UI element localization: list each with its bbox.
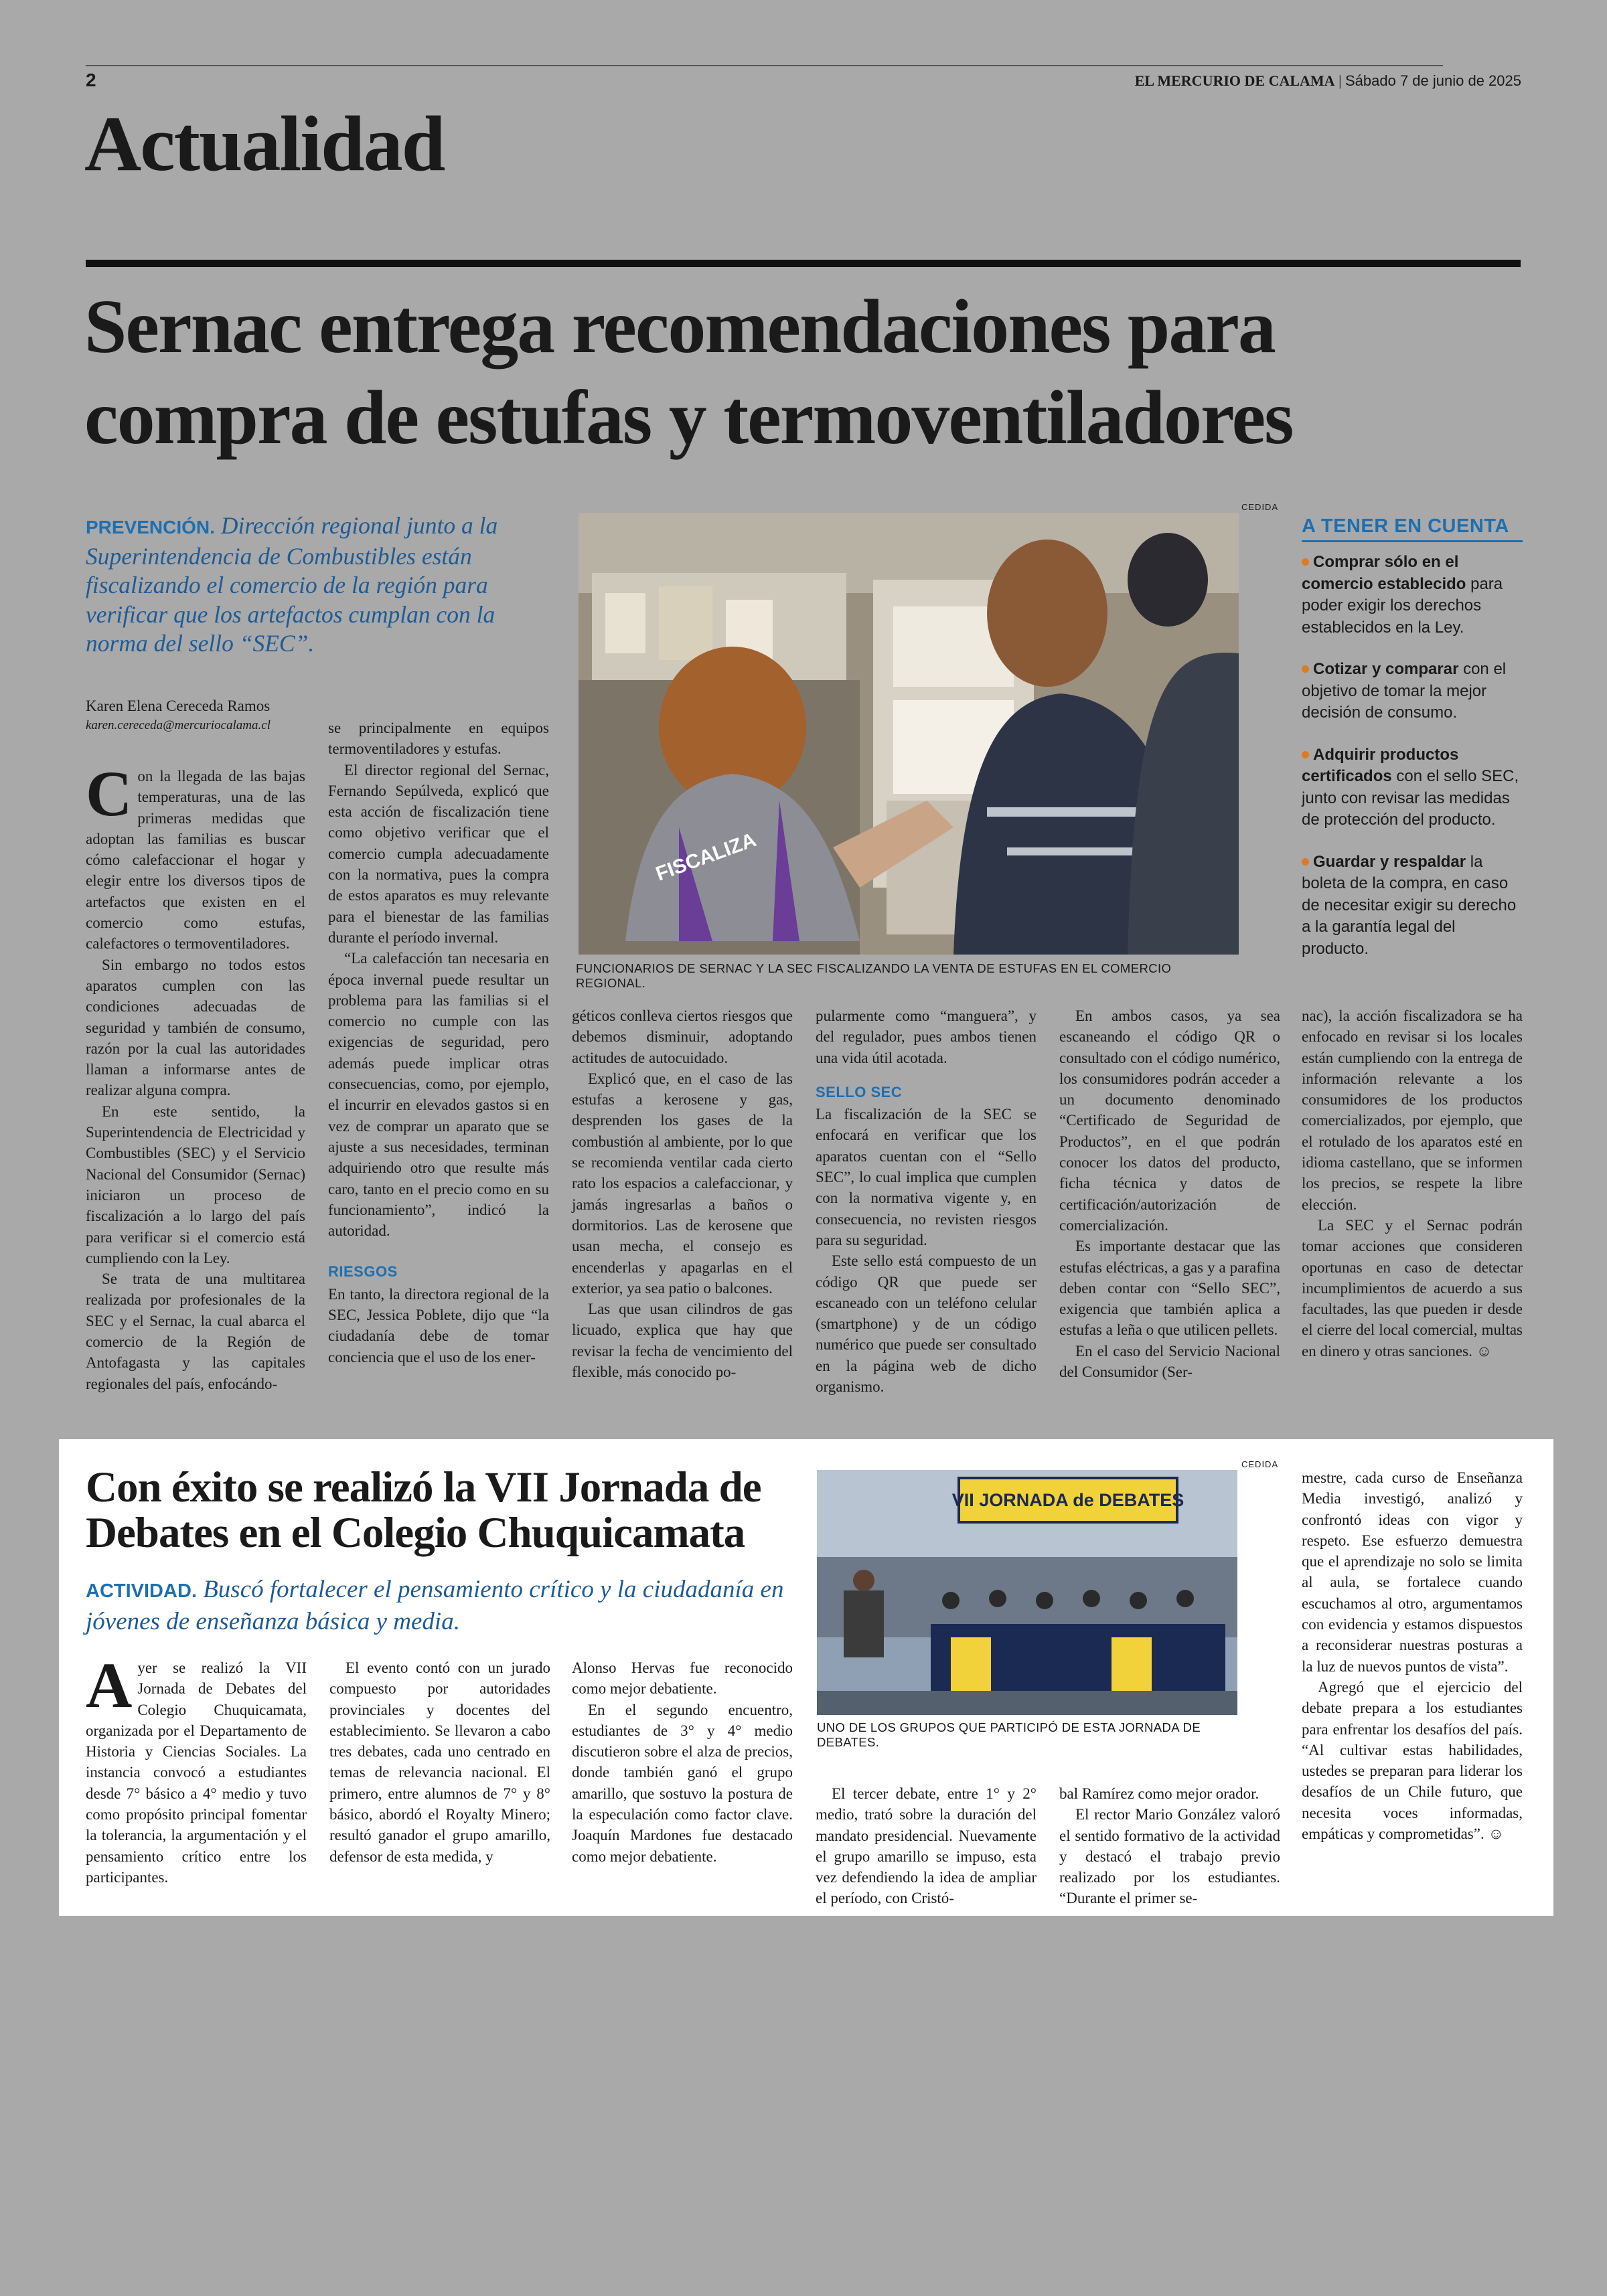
paragraph: Las que usan cilindros de gas licuado, explica que hay que revisar la fecha de vencimiento del flexible, más conocido po- — [572, 1301, 793, 1381]
paragraph: Explicó que, en el caso de las estufas a kerosene y gas, desprenden los gases de la combustión al ambiente, por lo que se recomienda ventilar cada cierto rato los espacios a calefaccionar, y jamás ingresarlas a baños o dormitorios. Las de kerosene que usan mecha, el consejo es encenderlas y apagarlas en el exterior, ya sea patio o balcones. — [572, 1070, 793, 1297]
article2-photo — [817, 1470, 1237, 1715]
lead-kicker: PREVENCIÓN. — [86, 517, 215, 538]
paragraph: géticos conlleva ciertos riesgos que debemos disminuir, adoptando actitudes de autocuidado. — [572, 1007, 793, 1066]
subhead-sello-sec: SELLO SEC — [816, 1083, 903, 1100]
article1-lead — [86, 511, 541, 659]
article2-col6 — [1302, 1467, 1523, 1844]
paragraph: El tercer debate, entre 1° y 2° medio, trató sobre la duración del mandato presidencial. Nuevamente el grupo amarillo se impuso, esta vez defendiendo la idea de ampliar el período, con Cristó- — [816, 1785, 1037, 1907]
headline-line-2: Debates en el Colegio Chuquicamata — [86, 1509, 745, 1557]
paragraph: El director regional del Sernac, Fernando Sepúlveda, explicó que esta acción de fiscalización tiene como objetivo verificar que el comercio cumpla adecuadamente con la normativa, pues la compra de estos aparatos es muy relevante para el bienestar de las familias durante el período invernal. — [328, 761, 549, 946]
subhead-riesgos: RIESGOS — [328, 1263, 398, 1281]
author-email[interactable]: karen.cereceda@mercuriocalama.cl — [86, 718, 271, 732]
page-number: 2 — [86, 70, 96, 90]
sidebar-item: Cotizar y comparar con el objetivo de tomar la mejor decisión de consumo. — [1302, 660, 1507, 722]
paragraph: En el caso del Servicio Nacional del Consumidor (Ser- — [1059, 1342, 1280, 1381]
article2-photo-caption: UNO DE LOS GRUPOS QUE PARTICIPÓ DE ESTA JORNADA DE DEBATES. — [817, 1720, 1201, 1749]
bullet-icon — [1302, 558, 1309, 566]
paragraph: mestre, cada curso de Enseñanza Media investigó, analizó y confrontó ideas con vigor y respeto. Ese esfuerzo demuestra que el aprendizaje no solo se limita al aula, se fortalece cuando escuchamos al otro, argumentamos con evidencia y estamos dispuestos a reconsiderar nuestras posturas a la luz de nuevos puntos de vista”. — [1302, 1469, 1523, 1675]
article2-lead — [86, 1574, 809, 1637]
article1-col3 — [572, 1005, 793, 1382]
paragraph: Este sello está compuesto de un código QR que puede ser escaneado con un teléfono celular (smartphone) y de un código numérico que puede ser consultado en la página web de dicho organismo. — [816, 1252, 1037, 1396]
paragraph: Se trata de una multitarea realizada por profesionales de la SEC y el Sernac, la cual abarca el comercio de la Región de Antofagasta y las capitales regionales del país, enfocándo- — [86, 1270, 305, 1392]
lead-text: Dirección regional junto a la Superintendencia de Combustibles están fiscalizando el comercio de la región para verificar que los artefactos cumplan con la norma del sello “SEC”. — [86, 512, 498, 657]
end-mark-icon: ☺ — [1488, 1825, 1504, 1843]
paragraph: En tanto, la directora regional de la SEC, Jessica Poblete, dijo que “la ciudadanía debe de tomar conciencia que el uso de los ener- — [328, 1285, 549, 1366]
article1-col1 — [86, 758, 305, 1394]
publication-date: Sábado 7 de junio de 2025 — [1345, 72, 1521, 89]
paragraph: Sin embargo no todos estos aparatos cumplen con las condiciones adecuadas de seguridad y también de consumo, razón por la cual las autoridades llaman a informarse antes de realizar alguna compra. — [86, 956, 305, 1099]
paragraph: bal Ramírez como mejor orador. — [1059, 1785, 1259, 1802]
article1-headline — [84, 281, 1544, 463]
lead-text: Buscó fortalecer el pensamiento crítico y la ciudadanía en jóvenes de enseñanza básica y media. — [86, 1576, 784, 1635]
banner-text: VII JORNADA de DEBATES — [951, 1490, 1184, 1510]
byline — [86, 696, 320, 734]
paragraph: Agregó que el ejercicio del debate prepara a los estudiantes para enfrentar los desafíos del país. “Al cultivar estas habilidades, ustedes se preparan para liderar los desafíos de un Chile futuro, que necesita voces informadas, empáticas y comprometidas”. ☺ — [1302, 1678, 1523, 1843]
end-mark-icon: ☺ — [1476, 1342, 1493, 1360]
author-name: Karen Elena Cereceda Ramos — [86, 698, 271, 714]
headline-line-1: Con éxito se realizó la VII Jornada de — [86, 1463, 761, 1511]
paragraph: nac), la acción fiscalizadora se ha enfocado en revisar si los locales están cumpliendo con la entrega de información relevante a los consumidores de los productos comercializados, por ejemplo, que el rotulado de los aparatos esté en idioma castellano, que se informen los precios, se respete la libre elección. — [1302, 1007, 1523, 1213]
paragraph: “La calefacción tan necesaria en época invernal puede resultar un problema para las familias si el comercio no cumple con las exigencias de seguridad, pero además puede implicar otras consecuencias, como, por ejemplo, el incurrir en elevados gastos si en vez de comprar un aparato que se ajuste a sus necesidades, terminan adquiriendo otro que resulte más caro, tanto en el precio como en su funcionamiento”, indicó la autoridad. — [328, 950, 549, 1240]
lead-kicker: ACTIVIDAD. — [86, 1580, 197, 1602]
article2-col2 — [329, 1657, 550, 1867]
sidebar-item: Guardar y respaldar la boleta de la compra, en caso de necesitar exigir su derecho a la garantía legal del producto. — [1302, 852, 1517, 958]
photo-debate-scene — [817, 1470, 1237, 1715]
article1-photo — [579, 513, 1239, 955]
photo-inspection-scene — [579, 513, 1239, 955]
dropcap: C — [86, 758, 133, 829]
sidebar-item: Comprar sólo en el comercio establecido para poder exigir los derechos establecidos en la Ley. — [1302, 553, 1503, 637]
header-rule — [86, 65, 1443, 66]
headline-top-rule — [86, 260, 1521, 267]
headline-line-1: Sernac entrega recomendaciones para — [84, 284, 1275, 369]
article1-col2 — [328, 718, 549, 1368]
article1-photo-caption: FUNCIONARIOS DE SERNAC Y LA SEC FISCALIZANDO LA VENTA DE ESTUFAS EN EL COMERCIO REGIONAL. — [576, 961, 1172, 990]
paragraph: En este sentido, la Superintendencia de Electricidad y Combustibles (SEC) y el Servicio Nacional del Consumidor (Sernac) iniciaron un proceso de fiscalización a lo largo del país para verificar si el comercio está cumpliendo con la Ley. — [86, 1102, 305, 1266]
section-title: Actualidad — [84, 100, 445, 187]
dropcap: A — [86, 1649, 133, 1721]
article2-col1 — [86, 1649, 307, 1888]
article2-col5 — [1059, 1783, 1280, 1909]
article1-col6 — [1302, 1005, 1523, 1362]
paragraph: on la llegada de las bajas temperaturas, una de las primeras medidas que adoptan las familias es buscar cómo calefaccionar el hogar y elegir entre los diversos tipos de artefactos que existen en el comercio como estufas, calefactores o termoventiladores. — [86, 768, 305, 953]
paragraph: El evento contó con un jurado compuesto por autoridades provinciales y docentes del establecimiento. Se llevaron a cabo tres debates, cada uno centrado en temas de relevancia nacional. El primero, entre alumnos de 7° y 8° básico, abordó el Royalty Minero; resultó ganador el grupo amarillo, defensor de esta medida, y — [329, 1659, 550, 1865]
paragraph: Es importante destacar que las estufas eléctricas, a gas y a parafina deben contar con “Sello SEC”, exigencia que también aplica a estufas a leña o que utilicen pellets. — [1059, 1238, 1280, 1339]
headline-line-2: compra de estufas y termoventiladores — [84, 375, 1293, 460]
article2-col4 — [816, 1783, 1037, 1909]
sidebar-title: A TENER EN CUENTA — [1302, 515, 1523, 542]
separator: | — [1338, 72, 1345, 89]
bullet-icon — [1302, 665, 1309, 673]
paragraph: yer se realizó la VII Jornada de Debates del Colegio Chuquicamata, organizada por el Departamento de Historia y Ciencias Sociales. La instancia convocó a estudiantes desde 7° básico a 4° medio y tuvo como propósito principal fomentar la tolerancia, la argumentación y el pensamiento crítico entre los participantes. — [86, 1659, 307, 1886]
article1-col5 — [1059, 1005, 1280, 1382]
paragraph: se principalmente en equipos termoventiladores y estufas. — [328, 720, 549, 758]
paragraph: pularmente como “manguera”, y del regulador, pues ambos tienen una vida útil acotada. — [816, 1007, 1037, 1066]
sidebar-a-tener-en-cuenta — [1302, 515, 1523, 980]
vest-label: FISCALIZA — [653, 828, 759, 886]
paragraph: La fiscalización de la SEC se enfocará en verificar que los aparatos cuentan con el “Sello SEC”, lo cual implica que cumplen con la normativa vigente y, en consecuencia, no revisten riesgos para su seguridad. — [816, 1106, 1037, 1248]
photo-credit: CEDIDA — [1241, 1459, 1279, 1469]
paragraph: En ambos casos, ya sea escaneando el código QR o consultado con el código numérico, los consumidores podrán acceder a un documento denominado “Certificado de Seguridad de Productos”, en el que podrán conocer los datos del producto, ficha técnica y datos de certificación/autorización de comercialización. — [1059, 1007, 1280, 1234]
paragraph: El rector Mario González valoró el sentido formativo de la actividad y destacó el trabajo previo realizado por los estudiantes. “Durante el primer se- — [1059, 1806, 1280, 1907]
paragraph: En el segundo encuentro, estudiantes de 3° y 4° medio discutieron sobre el alza de precios, donde también ganó el grupo amarillo, que sostuvo la postura de la especulación como factor clave. Joaquín Mardones fue destacado como mejor debatiente. — [572, 1701, 793, 1865]
sidebar-item: Adquirir productos certificados con el sello SEC, junto con revisar las medidas de protección del producto. — [1302, 745, 1519, 829]
publication-name: EL MERCURIO DE CALAMA — [1134, 72, 1335, 89]
article2-headline — [86, 1465, 809, 1556]
article2-col3 — [572, 1657, 793, 1867]
publication-info — [1135, 72, 1521, 90]
bullet-icon — [1302, 751, 1309, 758]
paragraph: La SEC y el Sernac podrán tomar acciones que consideren oportunas en caso de detectar incumplimientos de acuerdo a sus facultades, las que pueden ir desde el cierre del local comercial, multas en dinero y otras sanciones. ☺ — [1302, 1216, 1523, 1360]
photo-credit: CEDIDA — [1241, 502, 1279, 512]
bullet-icon — [1302, 858, 1309, 866]
paragraph: Alonso Hervas fue reconocido como mejor debatiente. — [572, 1659, 793, 1698]
article1-col4 — [816, 1005, 1037, 1397]
